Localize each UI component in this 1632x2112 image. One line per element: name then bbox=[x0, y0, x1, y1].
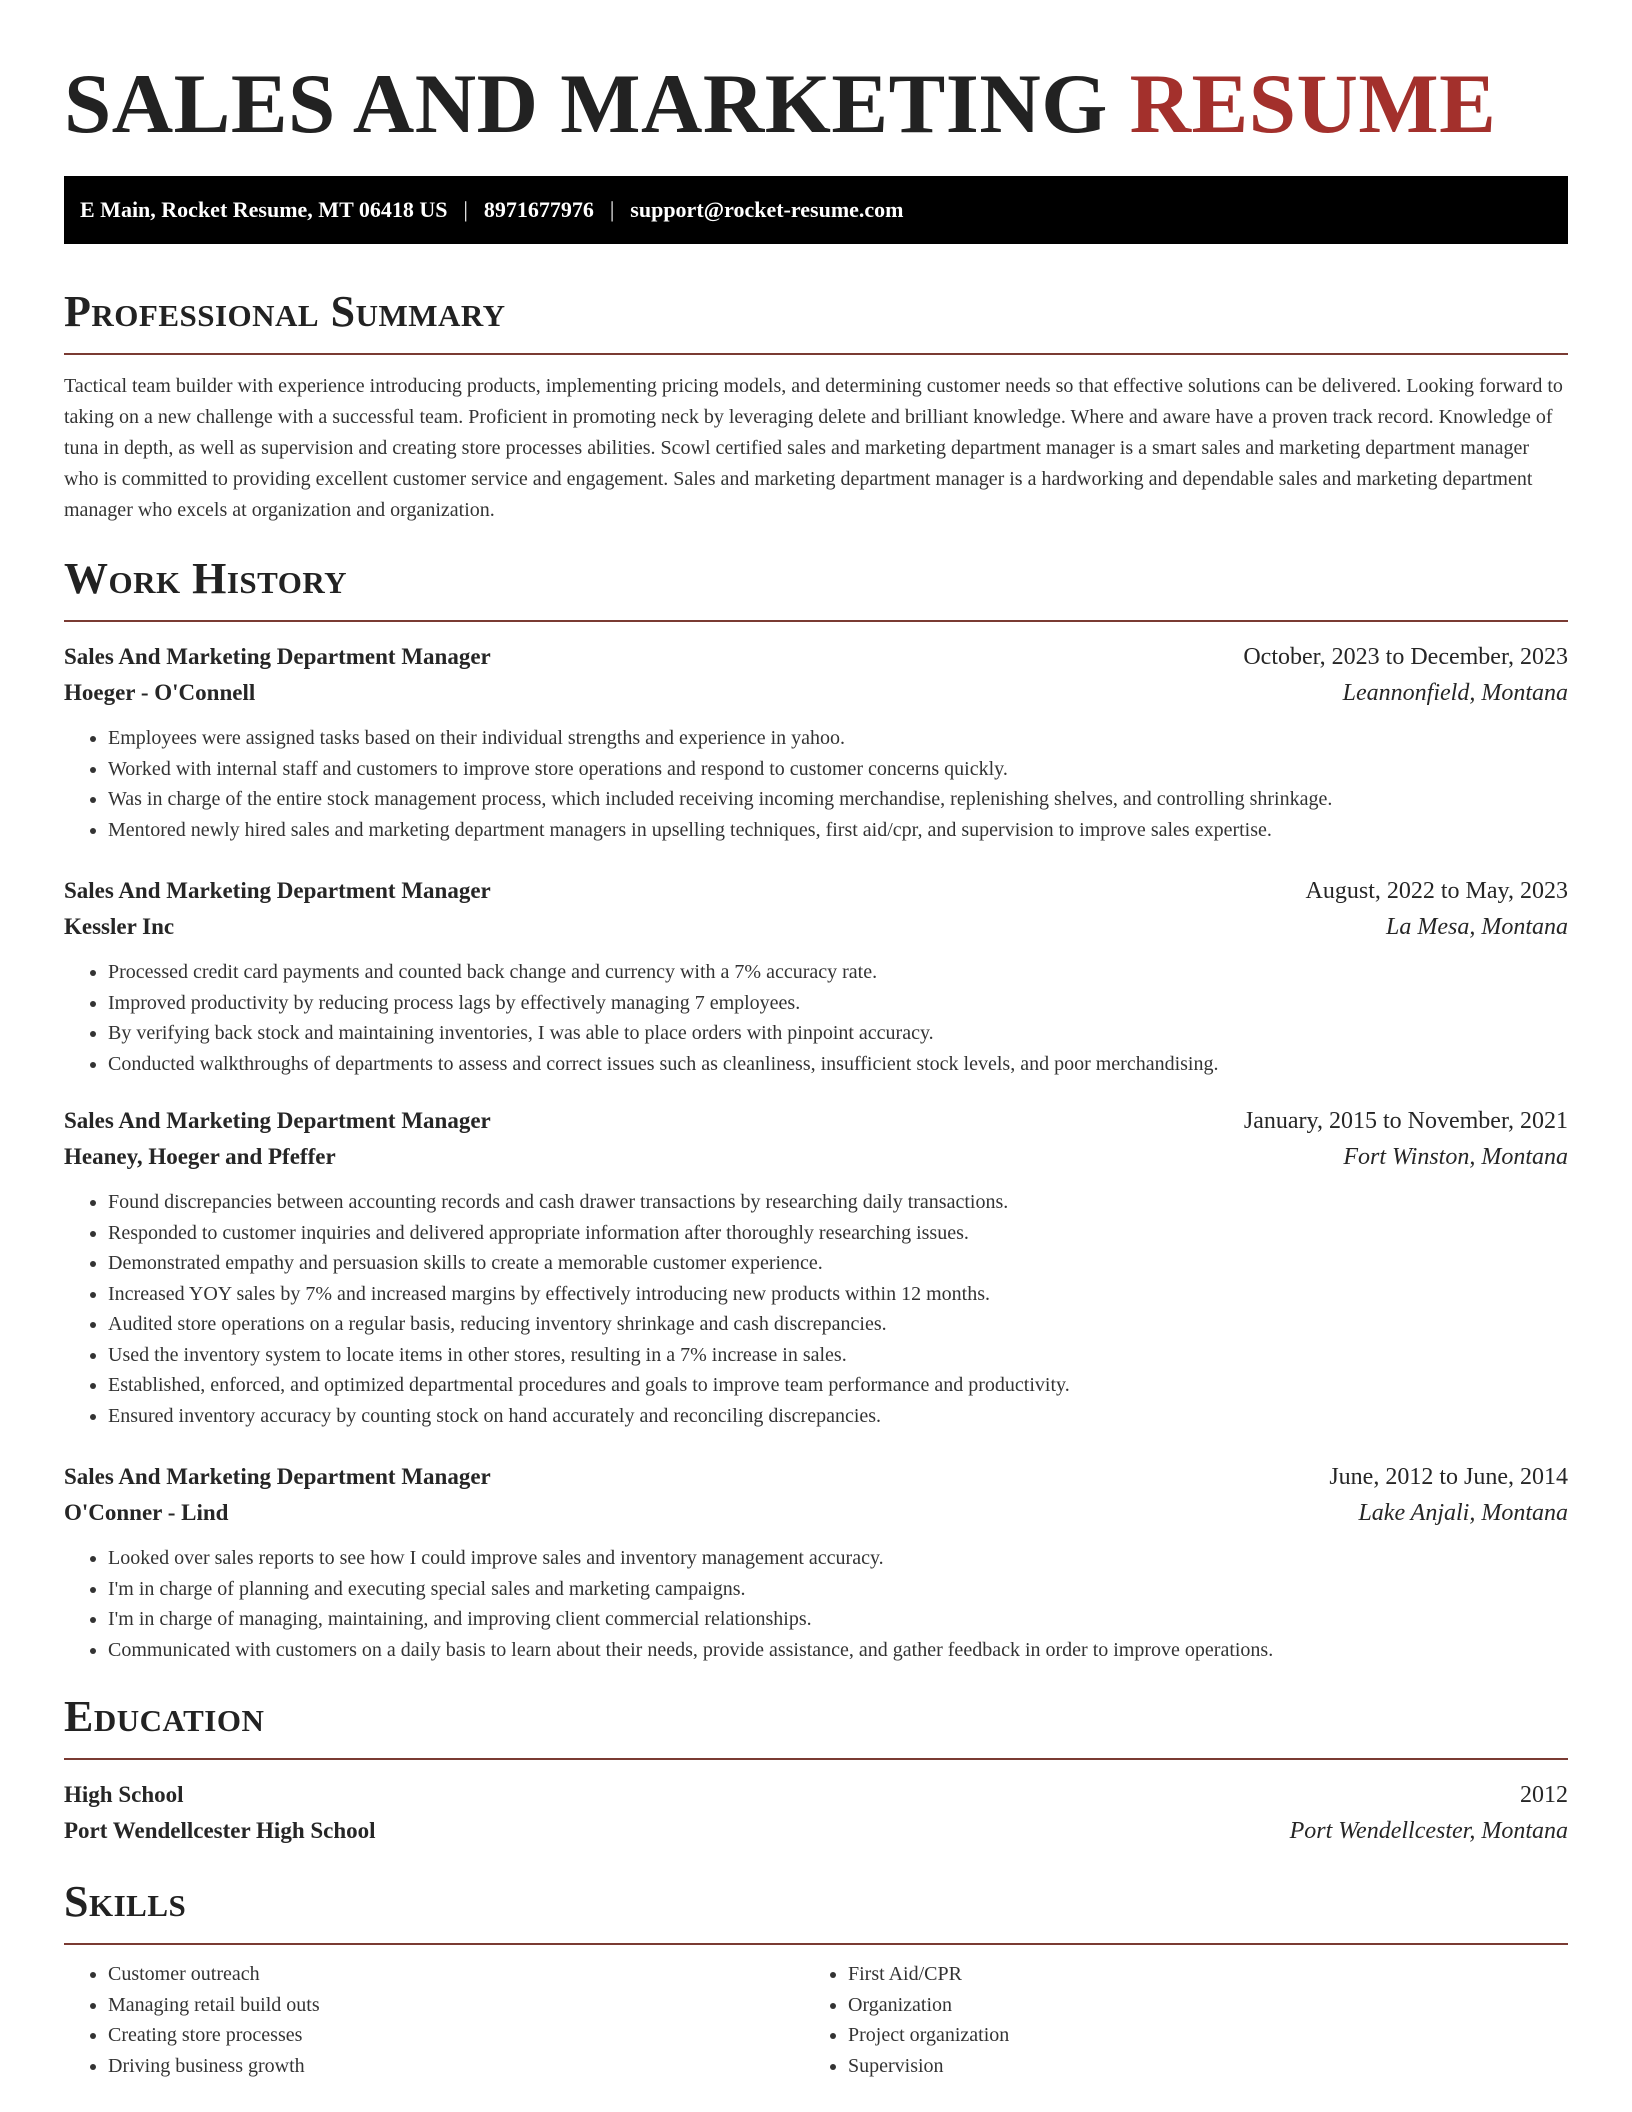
section-divider bbox=[64, 353, 1568, 355]
section-divider bbox=[64, 1943, 1568, 1945]
job-company-row bbox=[64, 1139, 1568, 1175]
education-school-row bbox=[64, 1813, 1568, 1849]
education-entry bbox=[64, 1777, 1568, 1849]
job-bullets bbox=[64, 957, 1568, 1079]
skills-list bbox=[804, 1959, 1544, 2081]
job-header-row bbox=[64, 873, 1568, 909]
skill-item: • Managing retail build outs bbox=[108, 1990, 804, 2021]
list-item: • Processed credit card payments and counted back change and currency with a 7% accuracy rate. bbox=[108, 957, 1568, 988]
skill-item: • Customer outreach bbox=[108, 1959, 804, 1990]
list-item: • Established, enforced, and optimized departmental procedures and goals to improve team performance and productivity. bbox=[108, 1370, 1568, 1401]
list-item: • I'm in charge of planning and executing special sales and marketing campaigns. bbox=[108, 1574, 1568, 1605]
skill-item: • Driving business growth bbox=[108, 2051, 804, 2082]
education-location: Port Wendellcester, Montana bbox=[1289, 1818, 1568, 1844]
skill-item: • First Aid/CPR bbox=[848, 1959, 1544, 1990]
contact-separator: | bbox=[463, 197, 468, 222]
skills-column-left bbox=[64, 1959, 804, 2081]
section-heading-skills: Skills bbox=[64, 1877, 187, 1926]
contact-phone: 8971677976 bbox=[483, 197, 594, 222]
job-entry bbox=[64, 639, 1568, 845]
job-location: Lake Anjali, Montana bbox=[1358, 1500, 1568, 1526]
job-entry bbox=[64, 1459, 1568, 1665]
job-entry bbox=[64, 873, 1568, 1079]
list-item: • Worked with internal staff and customers to improve store operations and respond to customer concerns quickly. bbox=[108, 754, 1568, 785]
skill-item: • Supervision bbox=[848, 2051, 1544, 2082]
section-divider bbox=[64, 620, 1568, 622]
job-title: Sales And Marketing Department Manager bbox=[64, 878, 491, 903]
title-main: SALES AND MARKETING bbox=[64, 57, 1108, 151]
job-entry bbox=[64, 1103, 1568, 1431]
title-accent: RESUME bbox=[1129, 57, 1497, 151]
contact-email: support@rocket-resume.com bbox=[630, 197, 904, 222]
job-bullets bbox=[64, 1187, 1568, 1431]
job-company-row bbox=[64, 1495, 1568, 1531]
job-location: Leannonfield, Montana bbox=[1342, 680, 1568, 706]
skills-section bbox=[64, 1877, 1568, 2081]
summary-text: Tactical team builder with experience introducing products, implementing pricing models, and determining customer needs so that effective solutions can be delivered. Looking forward to taking on a new challenge with a successful team. Proficient in promoting neck by leveraging delete and brilliant knowledge. Where and aware have a proven track record. Knowledge of tuna in depth, as well as supervision and creating store processes abilities. Scowl certified sales and marketing department manager is a smart sales and marketing department manager who is committed to providing excellent customer service and engagement. Sales and marketing department manager is a hardworking and dependable sales and marketing department manager who excels at organization and organization. bbox=[64, 375, 1563, 521]
list-item: • Demonstrated empathy and persuasion skills to create a memorable customer experience. bbox=[108, 1248, 1568, 1279]
job-header-row bbox=[64, 1103, 1568, 1139]
job-bullets bbox=[64, 723, 1568, 845]
section-heading-work-history: Work History bbox=[64, 554, 348, 603]
work-history-section bbox=[64, 554, 1568, 1665]
list-item: • Used the inventory system to locate items in other stores, resulting in a 7% increase in sales. bbox=[108, 1340, 1568, 1371]
job-company: O'Conner - Lind bbox=[64, 1500, 229, 1525]
list-item: • Audited store operations on a regular basis, reducing inventory shrinkage and cash discrepancies. bbox=[108, 1309, 1568, 1340]
skills-column-right bbox=[804, 1959, 1544, 2081]
list-item: • Looked over sales reports to see how I could improve sales and inventory management accuracy. bbox=[108, 1543, 1568, 1574]
list-item: • Employees were assigned tasks based on their individual strengths and experience in yahoo. bbox=[108, 723, 1568, 754]
job-title: Sales And Marketing Department Manager bbox=[64, 1464, 491, 1489]
job-dates: January, 2015 to November, 2021 bbox=[1243, 1108, 1568, 1134]
skill-item: • Creating store processes bbox=[108, 2020, 804, 2051]
contact-separator: | bbox=[609, 197, 615, 222]
skills-grid bbox=[64, 1959, 1568, 2081]
job-company: Heaney, Hoeger and Pfeffer bbox=[64, 1144, 336, 1169]
job-location: Fort Winston, Montana bbox=[1343, 1144, 1568, 1170]
list-item: • By verifying back stock and maintaining inventories, I was able to place orders with pinpoint accuracy. bbox=[108, 1018, 1568, 1049]
section-heading-summary: Professional Summary bbox=[64, 287, 506, 336]
skill-item: • Organization bbox=[848, 1990, 1544, 2021]
resume-title bbox=[64, 56, 1568, 152]
education-degree: High School bbox=[64, 1782, 184, 1807]
skill-item: • Project organization bbox=[848, 2020, 1544, 2051]
list-item: • I'm in charge of managing, maintaining, and improving client commercial relationships. bbox=[108, 1604, 1568, 1635]
job-dates: October, 2023 to December, 2023 bbox=[1243, 644, 1568, 670]
education-section bbox=[64, 1692, 1568, 1849]
contact-address: E Main, Rocket Resume, MT 06418 US bbox=[80, 197, 448, 222]
list-item: • Increased YOY sales by 7% and increased margins by effectively introducing new products within 12 months. bbox=[108, 1279, 1568, 1310]
list-item: • Was in charge of the entire stock management process, which included receiving incoming merchandise, replenishing shelves, and controlling shrinkage. bbox=[108, 784, 1568, 815]
job-company: Hoeger - O'Connell bbox=[64, 680, 256, 705]
list-item: • Conducted walkthroughs of departments to assess and correct issues such as cleanliness, insufficient stock levels, and poor merchandising. bbox=[108, 1049, 1568, 1080]
job-title: Sales And Marketing Department Manager bbox=[64, 644, 491, 669]
job-location: La Mesa, Montana bbox=[1386, 914, 1568, 940]
education-school: Port Wendellcester High School bbox=[64, 1818, 376, 1843]
list-item: • Responded to customer inquiries and delivered appropriate information after thoroughly researching issues. bbox=[108, 1218, 1568, 1249]
job-company-row bbox=[64, 909, 1568, 945]
list-item: • Improved productivity by reducing process lags by effectively managing 7 employees. bbox=[108, 988, 1568, 1019]
list-item: • Found discrepancies between accounting records and cash drawer transactions by researching daily transactions. bbox=[108, 1187, 1568, 1218]
skills-list bbox=[64, 1959, 804, 2081]
section-divider bbox=[64, 1758, 1568, 1760]
job-company: Kessler Inc bbox=[64, 914, 175, 939]
list-item: • Mentored newly hired sales and marketing department managers in upselling techniques, first aid/cpr, and supervision to improve sales expertise. bbox=[108, 815, 1568, 846]
job-header-row bbox=[64, 639, 1568, 675]
section-heading-education: Education bbox=[64, 1692, 265, 1741]
job-dates: June, 2012 to June, 2014 bbox=[1329, 1464, 1568, 1490]
summary-section bbox=[64, 287, 1568, 526]
job-title: Sales And Marketing Department Manager bbox=[64, 1108, 491, 1133]
job-header-row bbox=[64, 1459, 1568, 1495]
list-item: • Ensured inventory accuracy by counting stock on hand accurately and reconciling discrepancies. bbox=[108, 1401, 1568, 1432]
job-bullets bbox=[64, 1543, 1568, 1665]
contact-bar bbox=[64, 176, 1568, 244]
job-dates: August, 2022 to May, 2023 bbox=[1305, 878, 1568, 904]
education-year: 2012 bbox=[1520, 1782, 1568, 1808]
education-header-row bbox=[64, 1777, 1568, 1813]
list-item: • Communicated with customers on a daily basis to learn about their needs, provide assistance, and gather feedback in order to improve operations. bbox=[108, 1635, 1568, 1666]
job-company-row bbox=[64, 675, 1568, 711]
